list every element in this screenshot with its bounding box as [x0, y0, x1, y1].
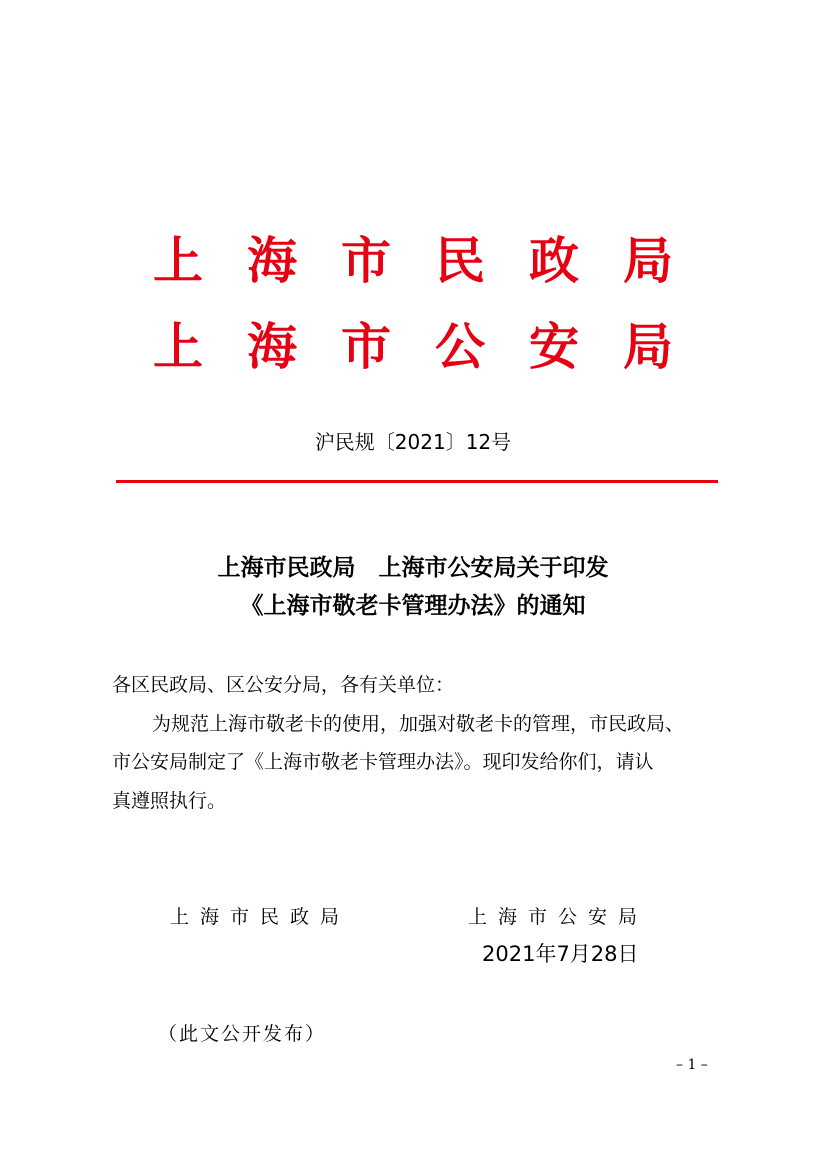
issuer-civil-affairs-bureau: 上海市民政局: [153, 231, 717, 290]
document-title-line-2: 《上海市敬老卡管理办法》的通知: [240, 592, 586, 619]
signature-civil-affairs-bureau: 上海市民政局: [170, 906, 351, 928]
issuer-public-security-bureau: 上海市公安局: [153, 317, 717, 376]
body-paragraph-line-2: 市公安局制定了《上海市敬老卡管理办法》。现印发给你们，请认: [112, 751, 654, 773]
salutation: 各区民政局、区公安分局，各有关单位：: [112, 674, 455, 696]
release-note: （此文公开发布）: [158, 1023, 327, 1045]
red-divider-line: [116, 480, 718, 483]
signature-public-security-bureau: 上海市公安局: [468, 906, 649, 928]
body-paragraph-line-3: 真遵照执行。: [112, 790, 227, 812]
signature-date: 2021年7月28日: [482, 942, 639, 966]
body-paragraph-line-1: 为规范上海市敬老卡的使用，加强对敬老卡的管理，市民政局、: [152, 713, 685, 735]
page-number: – 1 –: [676, 1057, 708, 1073]
document-number: 沪民规〔2021〕12号: [314, 430, 512, 454]
document-title-line-1: 上海市民政局 上海市公安局关于印发: [217, 554, 609, 581]
